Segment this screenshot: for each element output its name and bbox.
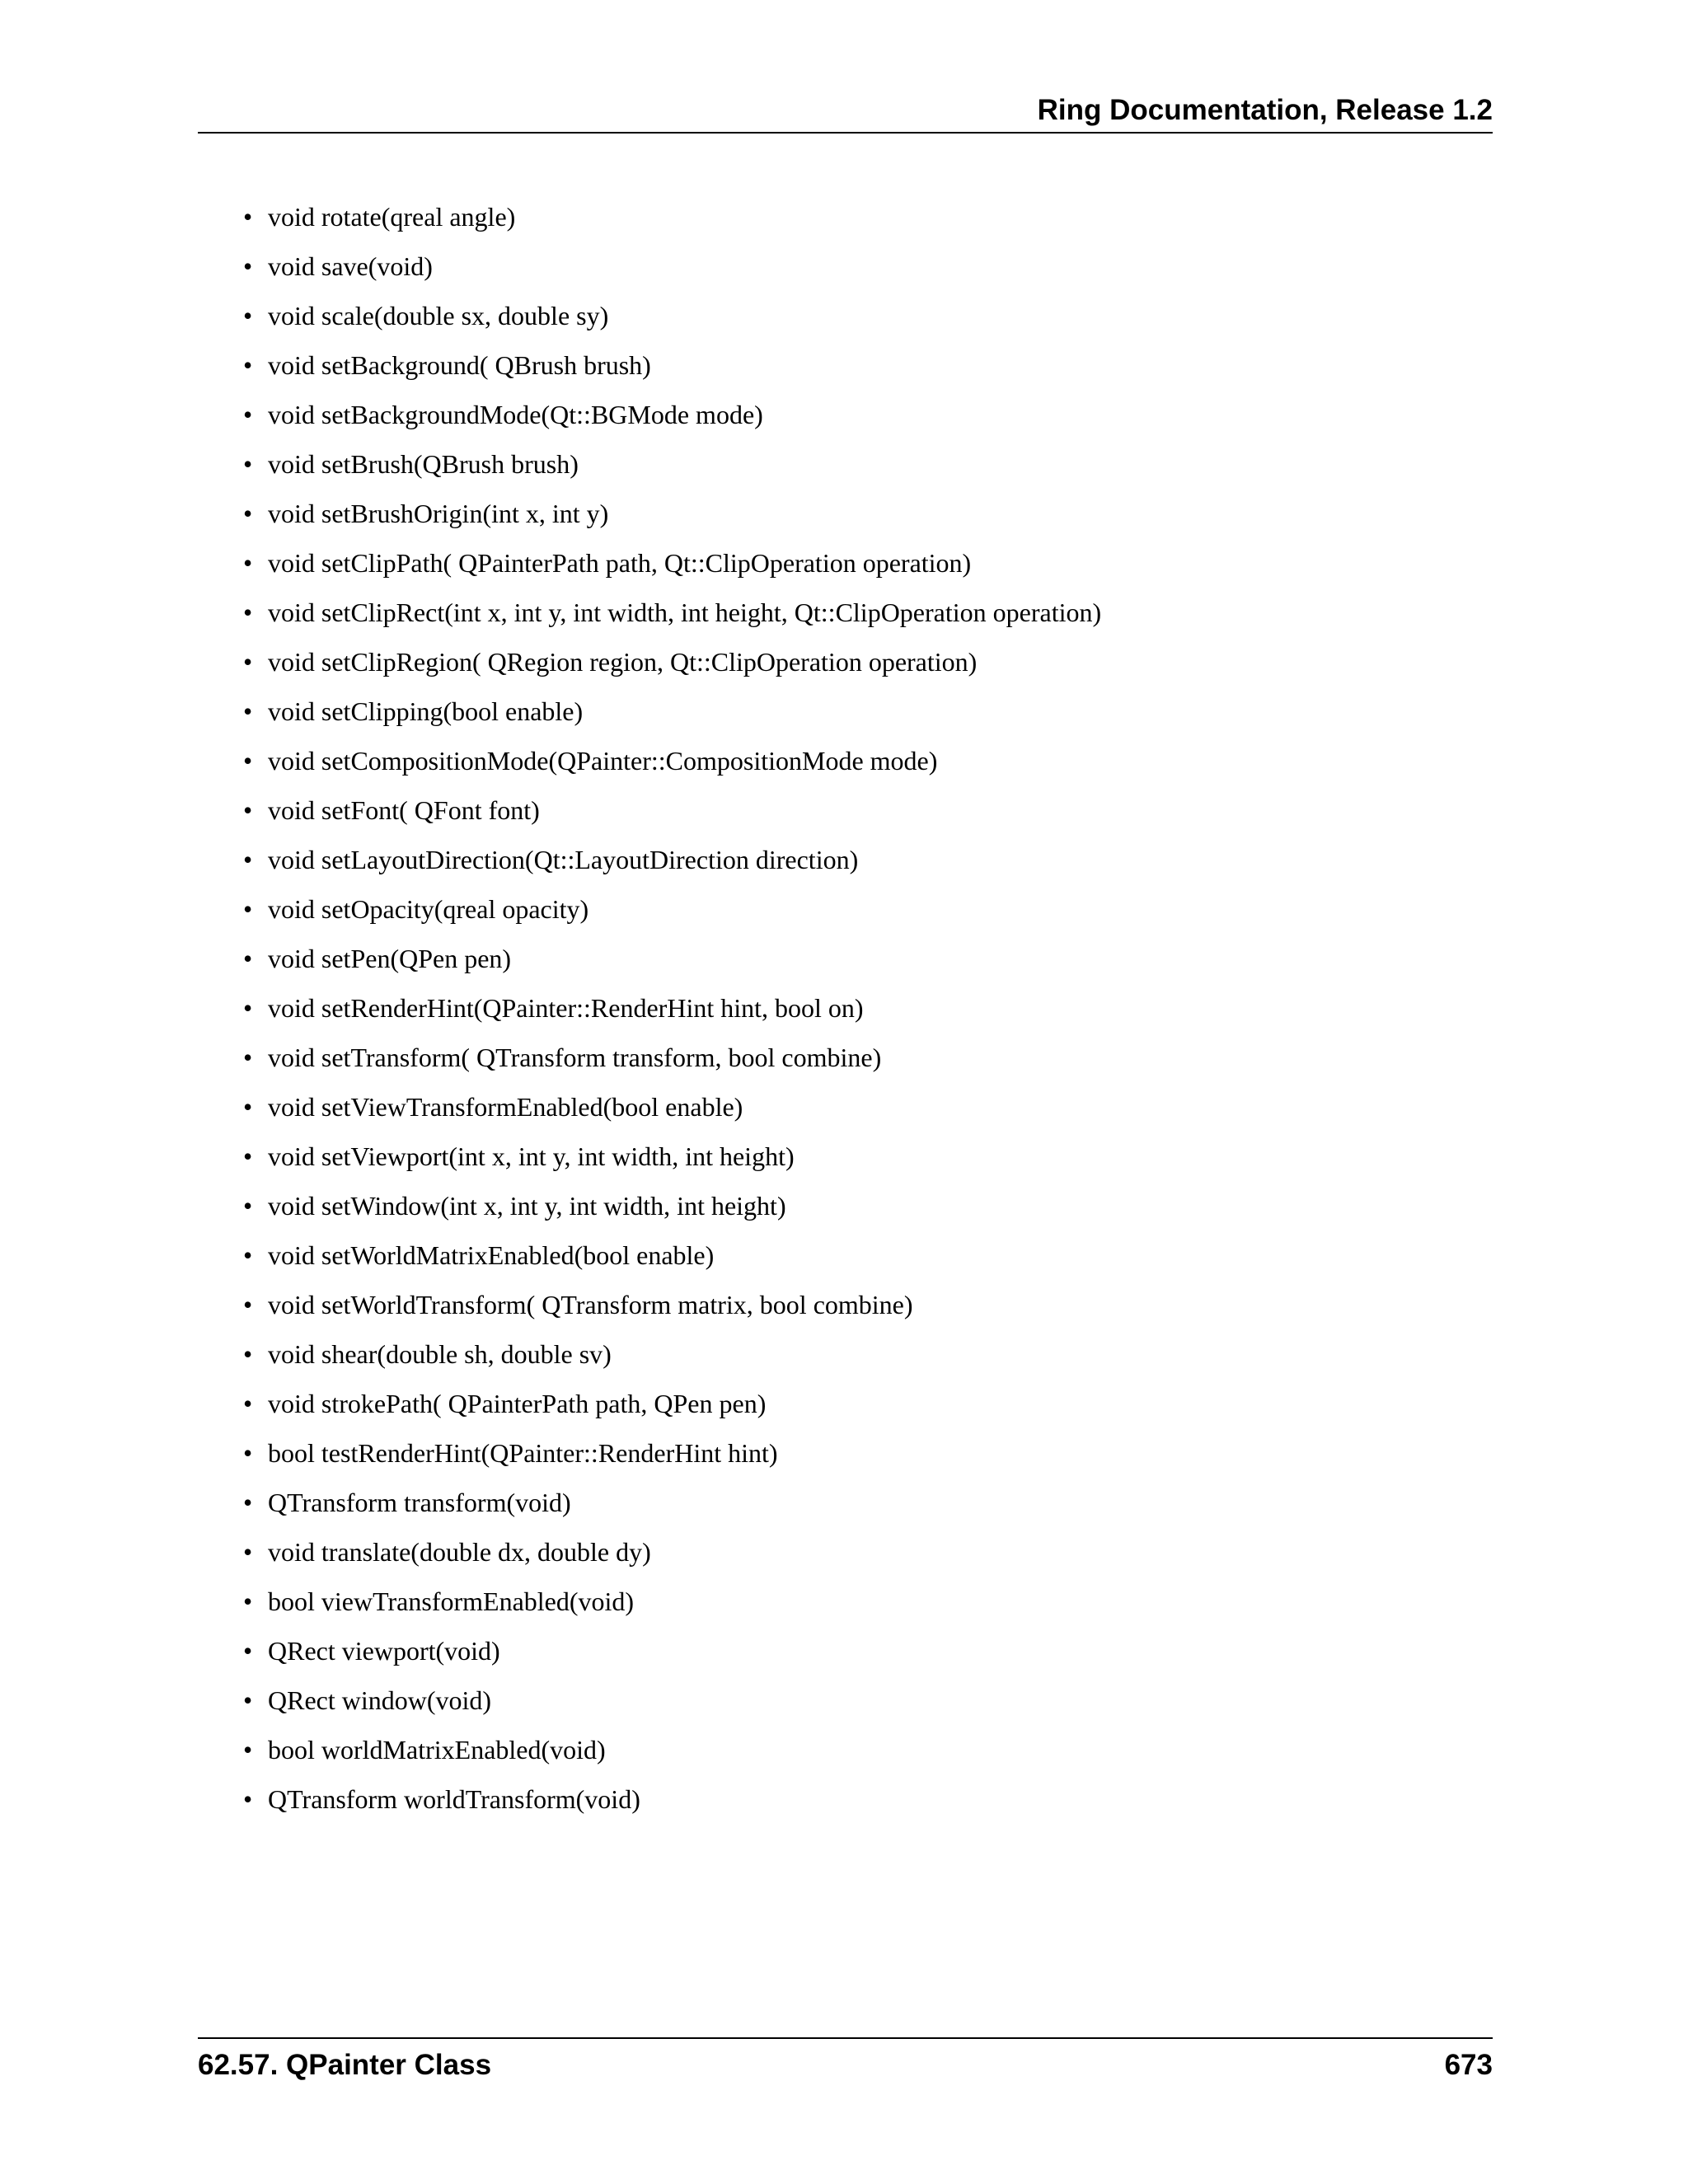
bullet-icon: •: [243, 499, 253, 528]
bullet-icon: •: [243, 1141, 253, 1171]
list-item: [243, 1482, 1101, 1531]
method-signature: void shear(double sh, double sv): [268, 1339, 612, 1369]
method-signature: void setClipRect(int x, int y, int width, int height, Qt::ClipOperation operation): [268, 598, 1102, 627]
list-item: [243, 1235, 1101, 1284]
list-item: [243, 740, 1101, 790]
method-signature: void save(void): [268, 251, 433, 281]
bullet-icon: •: [243, 1636, 253, 1666]
list-item: [243, 1729, 1101, 1779]
list-item: [243, 1185, 1101, 1235]
method-signature: QRect viewport(void): [268, 1636, 500, 1666]
bullet-icon: •: [243, 350, 253, 380]
list-item: [243, 1383, 1101, 1432]
bullet-icon: •: [243, 301, 253, 330]
list-item: [243, 394, 1101, 443]
bullet-icon: •: [243, 1191, 253, 1221]
list-item: [243, 888, 1101, 938]
bullet-icon: •: [243, 696, 253, 726]
bullet-icon: •: [243, 548, 253, 578]
bullet-icon: •: [243, 1092, 253, 1122]
method-signature: void scale(double sx, double sy): [268, 301, 609, 330]
list-item: [243, 295, 1101, 344]
bullet-icon: •: [243, 1389, 253, 1418]
list-item: [243, 1680, 1101, 1729]
bullet-icon: •: [243, 1438, 253, 1468]
list-item: [243, 987, 1101, 1037]
bullet-icon: •: [243, 400, 253, 429]
method-signature: void setRenderHint(QPainter::RenderHint hint, bool on): [268, 993, 864, 1023]
method-signature: bool viewTransformEnabled(void): [268, 1586, 635, 1616]
list-item: [243, 1432, 1101, 1482]
list-item: [243, 1779, 1101, 1828]
bullet-icon: •: [243, 1043, 253, 1072]
method-signature: bool worldMatrixEnabled(void): [268, 1735, 606, 1765]
list-item: [243, 1333, 1101, 1383]
section-title: 62.57. QPainter Class: [198, 2049, 492, 2081]
method-signature: void setFont( QFont font): [268, 795, 540, 825]
bullet-icon: •: [243, 202, 253, 232]
method-signature: void translate(double dx, double dy): [268, 1537, 651, 1567]
bullet-icon: •: [243, 449, 253, 479]
bullet-icon: •: [243, 1240, 253, 1270]
method-signature: void setLayoutDirection(Qt::LayoutDirection direction): [268, 845, 859, 874]
bullet-icon: •: [243, 1586, 253, 1616]
list-item: [243, 542, 1101, 592]
method-signature: void setCompositionMode(QPainter::CompositionMode mode): [268, 746, 938, 776]
list-item: [243, 1531, 1101, 1581]
method-signature: void setTransform( QTransform transform, bool combine): [268, 1043, 882, 1072]
list-item: [243, 839, 1101, 888]
method-signature: void setViewTransformEnabled(bool enable): [268, 1092, 743, 1122]
list-item: [243, 344, 1101, 394]
method-signature: bool testRenderHint(QPainter::RenderHint hint): [268, 1438, 778, 1468]
page-header: [198, 92, 1493, 134]
method-signature: void setClipPath( QPainterPath path, Qt::ClipOperation operation): [268, 548, 972, 578]
bullet-icon: •: [243, 1488, 253, 1517]
bullet-icon: •: [243, 1735, 253, 1765]
bullet-icon: •: [243, 1685, 253, 1715]
bullet-icon: •: [243, 746, 253, 776]
method-signature: QTransform transform(void): [268, 1488, 571, 1517]
page-footer: [198, 2037, 1493, 2081]
bullet-icon: •: [243, 894, 253, 924]
method-signature: void setClipRegion( QRegion region, Qt::ClipOperation operation): [268, 647, 978, 677]
method-signature: void setPen(QPen pen): [268, 944, 512, 973]
list-item: [243, 443, 1101, 493]
method-signature: void setBrush(QBrush brush): [268, 449, 579, 479]
bullet-icon: •: [243, 1537, 253, 1567]
bullet-icon: •: [243, 1339, 253, 1369]
page-number: 673: [1444, 2049, 1493, 2081]
bullet-icon: •: [243, 944, 253, 973]
method-signature: void setClipping(bool enable): [268, 696, 584, 726]
bullet-icon: •: [243, 1784, 253, 1814]
method-signature: void setOpacity(qreal opacity): [268, 894, 589, 924]
list-item: [243, 1581, 1101, 1630]
bullet-icon: •: [243, 251, 253, 281]
bullet-icon: •: [243, 647, 253, 677]
method-signature: void rotate(qreal angle): [268, 202, 516, 232]
list-item: [243, 790, 1101, 839]
list-item: [243, 938, 1101, 987]
list-item: [243, 691, 1101, 740]
list-item: [243, 1086, 1101, 1136]
list-item: [243, 641, 1101, 691]
list-item: [243, 1630, 1101, 1680]
bullet-icon: •: [243, 993, 253, 1023]
method-signature: void setWorldTransform( QTransform matrix, bool combine): [268, 1290, 913, 1319]
method-list: [243, 196, 1101, 1828]
list-item: [243, 1037, 1101, 1086]
method-signature: void setViewport(int x, int y, int width, int height): [268, 1141, 795, 1171]
list-item: [243, 1136, 1101, 1185]
list-item: [243, 196, 1101, 246]
method-signature: void setBackgroundMode(Qt::BGMode mode): [268, 400, 763, 429]
list-item: [243, 1284, 1101, 1333]
list-item: [243, 493, 1101, 542]
method-signature: QTransform worldTransform(void): [268, 1784, 640, 1814]
bullet-icon: •: [243, 845, 253, 874]
document-title: Ring Documentation, Release 1.2: [1037, 94, 1493, 126]
list-item: [243, 246, 1101, 295]
method-signature: void setBackground( QBrush brush): [268, 350, 651, 380]
method-signature: void setWindow(int x, int y, int width, int height): [268, 1191, 786, 1221]
method-signature: void strokePath( QPainterPath path, QPen pen): [268, 1389, 767, 1418]
method-signature: QRect window(void): [268, 1685, 492, 1715]
method-signature: void setBrushOrigin(int x, int y): [268, 499, 609, 528]
bullet-icon: •: [243, 598, 253, 627]
method-signature: void setWorldMatrixEnabled(bool enable): [268, 1240, 715, 1270]
bullet-icon: •: [243, 1290, 253, 1319]
bullet-icon: •: [243, 795, 253, 825]
list-item: [243, 592, 1101, 641]
